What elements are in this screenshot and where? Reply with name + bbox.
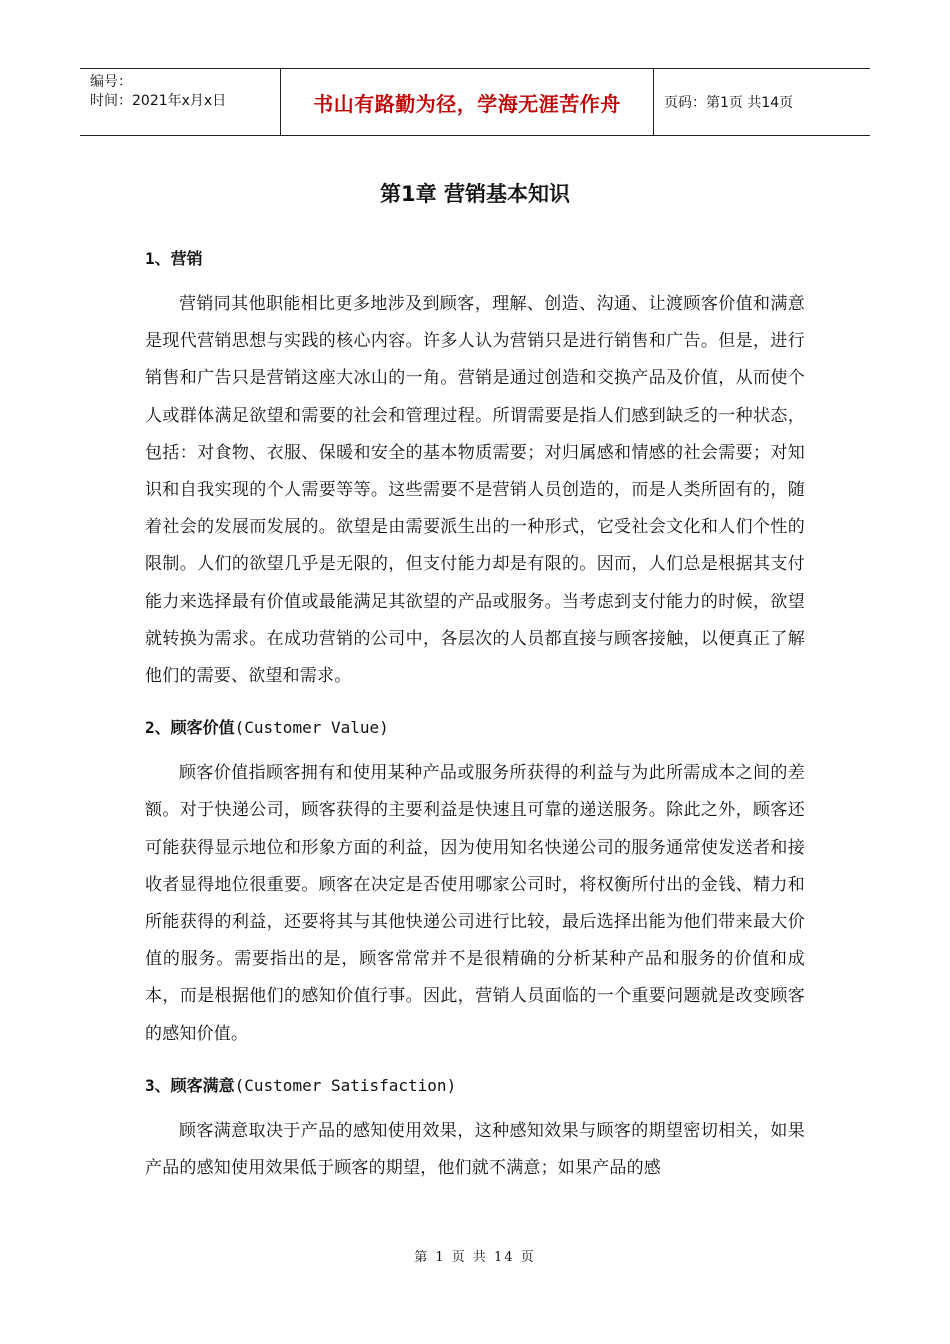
section-paragraph-1: 营销同其他职能相比更多地涉及到顾客，理解、创造、沟通、让渡顾客价值和满意是现代营销思想与实践的核心内容。许多人认为营销只是进行销售和广告。但是，进行销售和广告只是营销这座大冰山的一角。营销是通过创造和交换产品及价值，从而使个人或群体满足欲望和需要的社会和管理过程。所谓需要是指人们感到缺乏的一种状态，包括：对食物、衣服、保暖和安全的基本物质需要；对归属感和情感的社会需要；对知识和自我实现的个人需要等等。这些需要不是营销人员创造的，而是人类所固有的，随着社会的发展而发展的。欲望是由需要派生出的一种形式，它受社会文化和人们个性的限制。人们的欲望几乎是无限的，但支付能力却是有限的。因而，人们总是根据其支付能力来选择最有价值或最能满足其欲望的产品或服务。当考虑到支付能力的时候，欲望就转换为需求。在成功营销的公司中，各层次的人员都直接与顾客接触，以便真正了解他们的需要、欲望和需求。 — [145, 294, 805, 687]
document-body — [145, 244, 805, 1205]
section-paragraph-3: 顾客满意取决于产品的感知使用效果，这种感知效果与顾客的期望密切相关，如果产品的感知使用效果低于顾客的期望，他们就不满意；如果产品的感 — [145, 1120, 805, 1179]
page-footer: 第 1 页 共 14 页 — [414, 1250, 536, 1265]
section-heading-2: 2、顾客价值(Customer Value) — [145, 718, 389, 738]
time-label: 时间：2021年x月x日 — [90, 93, 227, 109]
serial-label: 编号： — [90, 74, 132, 90]
chapter-title: 第1章 营销基本知识 — [380, 182, 570, 206]
section-paragraph-2: 顾客价值指顾客拥有和使用某种产品或服务所获得的利益与为此所需成本之间的差额。对于快递公司，顾客获得的主要利益是快速且可靠的递送服务。除此之外，顾客还可能获得显示地位和形象方面的利益，因为使用知名快递公司的服务通常使发送者和接收者显得地位很重要。顾客在决定是否使用哪家公司时，将权衡所付出的金钱、精力和所能获得的利益，还要将其与其他快递公司进行比较，最后选择出能为他们带来最大价值的服务。需要指出的是，顾客常常并不是很精确的分析某种产品和服务的价值和成本，而是根据他们的感知价值行事。因此，营销人员面临的一个重要问题就是改变顾客的感知价值。 — [145, 763, 805, 1044]
section-heading-1: 1、营销 — [145, 249, 203, 268]
header-table — [80, 68, 870, 136]
header-meta — [80, 69, 280, 135]
section-heading-3: 3、顾客满意(Customer Satisfaction) — [145, 1075, 457, 1095]
header-page-info: 页码：第1页 共14页 — [664, 95, 794, 111]
header-motto: 书山有路勤为径，学海无涯苦作舟 — [280, 69, 654, 135]
